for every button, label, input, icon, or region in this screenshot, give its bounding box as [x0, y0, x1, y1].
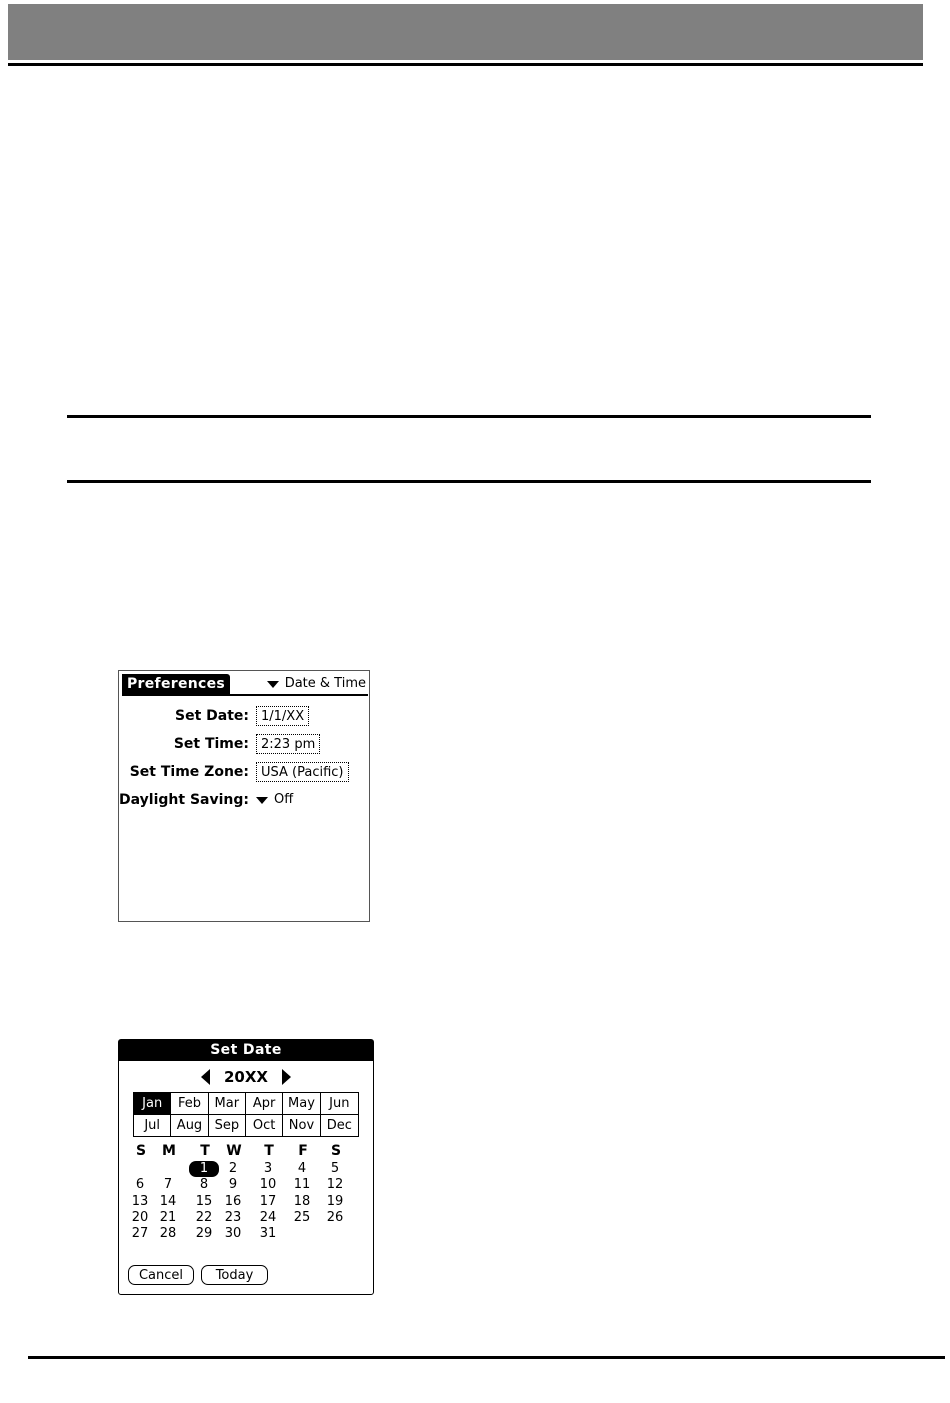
preferences-screen [118, 670, 370, 922]
set-date-field[interactable]: 1/1/XX [256, 706, 309, 726]
footer-rule [28, 1356, 945, 1359]
set-date-row [119, 705, 371, 727]
calendar-day[interactable]: 22 [195, 1209, 213, 1225]
month-jan[interactable]: Jan [134, 1093, 171, 1115]
calendar-day[interactable]: 4 [297, 1161, 307, 1176]
cancel-button[interactable]: Cancel [128, 1265, 194, 1285]
calendar-day[interactable]: 17 [259, 1193, 277, 1209]
calendar-day[interactable]: 23 [224, 1209, 242, 1225]
month-apr[interactable]: Apr [246, 1093, 283, 1115]
calendar-day[interactable]: 27 [131, 1226, 149, 1242]
month-sep[interactable]: Sep [209, 1115, 246, 1136]
calendar-day[interactable]: 6 [135, 1177, 145, 1193]
daylight-saving-label: Daylight Saving: [119, 792, 249, 808]
calendar-day[interactable]: 9 [228, 1177, 238, 1193]
set-date-label: Set Date: [175, 708, 249, 724]
calendar-day[interactable]: 8 [199, 1177, 209, 1193]
calendar-day[interactable]: 2 [228, 1161, 238, 1176]
month-jun[interactable]: Jun [321, 1093, 358, 1115]
weekday-header: S [330, 1143, 342, 1159]
set-time-field[interactable]: 2:23 pm [256, 734, 320, 754]
header-rule [8, 63, 923, 66]
weekday-header: W [226, 1143, 242, 1159]
calendar-day[interactable]: 7 [163, 1177, 173, 1193]
calendar-day[interactable]: 29 [195, 1226, 213, 1242]
calendar-day[interactable]: 31 [259, 1226, 277, 1242]
next-year-arrow-icon[interactable] [282, 1069, 291, 1085]
calendar-day[interactable]: 19 [326, 1193, 344, 1209]
month-grid [133, 1092, 359, 1137]
weekday-header: F [298, 1143, 308, 1159]
calendar-day[interactable]: 14 [159, 1193, 177, 1209]
dropdown-triangle-icon [256, 797, 268, 804]
category-picker[interactable] [267, 676, 366, 692]
calendar-day[interactable]: 16 [224, 1193, 242, 1209]
year-selector [119, 1066, 373, 1088]
daylight-saving-value: Off [274, 792, 294, 807]
year-label: 20XX [223, 1068, 268, 1086]
weekday-header: S [135, 1143, 147, 1159]
month-nov[interactable]: Nov [283, 1115, 320, 1136]
calendar-day[interactable]: 26 [326, 1209, 344, 1225]
month-jul[interactable]: Jul [134, 1115, 171, 1136]
today-button[interactable]: Today [201, 1265, 268, 1285]
daylight-saving-row [119, 789, 371, 811]
time-zone-row [119, 761, 371, 783]
month-aug[interactable]: Aug [171, 1115, 208, 1136]
calendar-day[interactable]: 25 [293, 1209, 311, 1225]
preferences-tab: Preferences [122, 674, 230, 695]
daylight-saving-picker[interactable] [256, 789, 293, 811]
calendar-day[interactable]: 28 [159, 1226, 177, 1242]
calendar-day[interactable]: 12 [326, 1177, 344, 1193]
calendar-day[interactable]: 11 [293, 1177, 311, 1193]
calendar-day[interactable]: 18 [293, 1193, 311, 1209]
calendar-day[interactable]: 20 [131, 1209, 149, 1225]
month-dec[interactable]: Dec [326, 1118, 352, 1133]
calendar-day[interactable]: 10 [259, 1177, 277, 1193]
weekday-header: T [264, 1143, 274, 1159]
set-time-row [119, 733, 371, 755]
dialog-title: Set Date [119, 1040, 373, 1061]
calendar-day[interactable]: 5 [330, 1161, 340, 1176]
time-zone-label: Set Time Zone: [129, 764, 249, 780]
calendar-day[interactable]: 15 [195, 1193, 213, 1209]
calendar-day[interactable]: 24 [259, 1209, 277, 1225]
set-time-label: Set Time: [173, 736, 249, 752]
title-underline [122, 694, 368, 696]
month-mar[interactable]: Mar [209, 1093, 246, 1115]
dropdown-triangle-icon [267, 681, 279, 688]
month-feb[interactable]: Feb [171, 1093, 208, 1115]
time-zone-field[interactable]: USA (Pacific) [256, 762, 349, 782]
selected-day[interactable]: 1 [189, 1161, 219, 1177]
calendar-day[interactable]: 30 [224, 1226, 242, 1242]
calendar-day[interactable]: 21 [159, 1209, 177, 1225]
section-rule-top [67, 415, 871, 418]
month-may[interactable]: May [283, 1093, 320, 1115]
section-rule-bottom [67, 480, 871, 483]
calendar-day[interactable]: 13 [131, 1193, 149, 1209]
page-header-bar [8, 4, 923, 60]
category-label: Date & Time [284, 676, 366, 691]
set-date-dialog [118, 1039, 374, 1295]
previous-year-arrow-icon[interactable] [201, 1069, 210, 1085]
weekday-header: T [200, 1143, 210, 1159]
month-oct[interactable]: Oct [246, 1115, 283, 1136]
calendar-day[interactable]: 3 [263, 1161, 273, 1176]
weekday-header: M [162, 1143, 176, 1159]
